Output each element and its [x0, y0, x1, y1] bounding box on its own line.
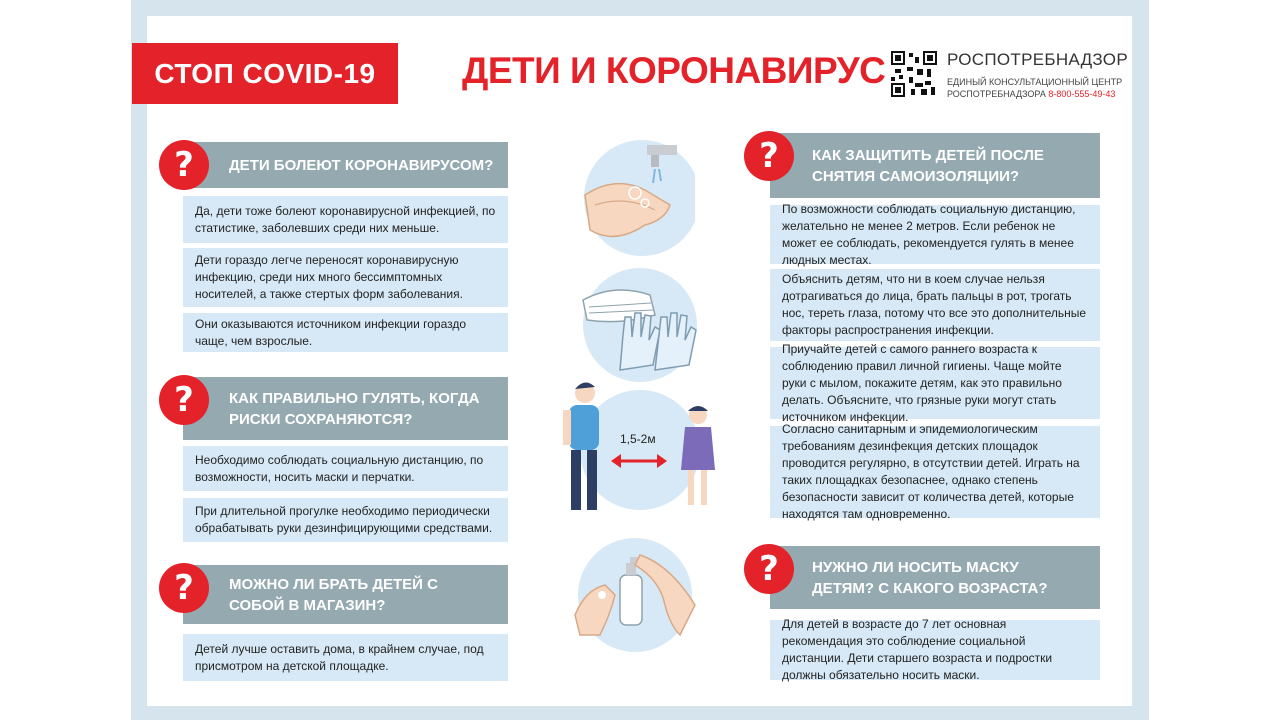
answer-box [183, 446, 508, 491]
answer-text: Детей лучше оставить дома, в крайнем случае, под присмотром на детской площадке. [195, 641, 484, 673]
answer-box [183, 313, 508, 352]
question-title: МОЖНО ЛИ БРАТЬ ДЕТЕЙ С СОБОЙ В МАГАЗИН? [229, 575, 438, 614]
question-mark-icon: ? [159, 375, 209, 425]
answer-box [183, 248, 508, 307]
answer-text: При длительной прогулке необходимо периодически обрабатывать руки дезинфицирующими средствами. [195, 504, 493, 535]
answer-text: Они оказываются источником инфекции гораздо чаще, чем взрослые. [195, 316, 467, 348]
org-subtitle [947, 76, 1122, 100]
org-line2: РОСПОТРЕБНАДЗОРА [947, 89, 1046, 99]
answer-box [770, 422, 1100, 521]
answer-box [770, 269, 1100, 341]
question-mark-icon: ? [159, 563, 209, 613]
answer-text: Согласно санитарным и эпидемиологическим требованиям дезинфекция детских площадок проводится регулярно, в отсутствии детей. Играть на таких площадках безопаснее, однако степень безопасности зависит от количества детей, которые находятся там одновременно. [782, 422, 1080, 521]
sanitizer-icon [570, 535, 700, 655]
question-title: КАК ЗАЩИТИТЬ ДЕТЕЙ ПОСЛЕ СНЯТИЯ САМОИЗОЛЯЦИИ? [812, 146, 1044, 185]
stop-covid-label: СТОП COVID-19 [154, 57, 376, 89]
answer-box [770, 341, 1100, 424]
answer-box [770, 617, 1100, 682]
org-line2-wrap [947, 88, 1122, 100]
answer-box [183, 196, 508, 243]
answer-text: Для детей в возрасте до 7 лет основная рекомендация это соблюдение социальной дистанции. Дети старшего возраста и подростки должны обязательно носить маски. [782, 617, 1053, 682]
question-header-kids-sick [183, 142, 508, 188]
distance-people-icon [555, 375, 725, 520]
question-title: НУЖНО ЛИ НОСИТЬ МАСКУ ДЕТЯМ? С КАКОГО ВОЗРАСТА? [812, 558, 1048, 597]
answer-text: Дети гораздо легче переносят коронавирусную инфекцию, среди них много бессимптомных носителей, а также стертых форм заболевания. [195, 253, 463, 301]
answer-text: Да, дети тоже болеют коронавирусной инфекцией, по статистике, заболевших среди них меньше. [195, 203, 496, 235]
distance-label: 1,5-2м [620, 432, 656, 446]
question-title: КАК ПРАВИЛЬНО ГУЛЯТЬ, КОГДА РИСКИ СОХРАНЯЮТСЯ? [229, 389, 480, 428]
answer-text: Приучайте детей с самого раннего возраста к соблюдению правил личной гигиены. Чаще мойте руки с мылом, покажите детям, как это правильно делать. Объясните, что грязные руки могут стать источником инфекции. [782, 341, 1062, 424]
stop-covid-logo [132, 43, 398, 104]
question-header-mask-age [770, 546, 1100, 609]
org-phone: 8-800-555-49-43 [1048, 89, 1116, 99]
question-header-shop [183, 565, 508, 624]
question-mark-icon: ? [744, 544, 794, 594]
question-header-protect-kids [770, 133, 1100, 198]
question-mark-icon: ? [744, 131, 794, 181]
answer-text: По возможности соблюдать социальную дистанцию, желательно не менее 2 метров. Если ребенок не может ее соблюдать, рекомендуется гулять в менее людных местах. [782, 201, 1076, 267]
question-mark-icon: ? [159, 140, 209, 190]
question-title: ДЕТИ БОЛЕЮТ КОРОНАВИРУСОМ? [229, 156, 494, 174]
org-name: РОСПОТРЕБНАДЗОР [947, 50, 1128, 69]
answer-box [183, 634, 508, 681]
answer-box [183, 498, 508, 542]
qr-code-icon [891, 51, 937, 97]
handwash-icon [575, 135, 695, 260]
answer-text: Необходимо соблюдать социальную дистанцию, по возможности, носить маски и перчатки. [195, 452, 484, 484]
question-header-how-to-walk [183, 377, 508, 440]
mask-gloves-icon [575, 265, 705, 385]
answer-box [770, 201, 1100, 267]
page-title: ДЕТИ И КОРОНАВИРУС [462, 50, 886, 91]
org-line1: ЕДИНЫЙ КОНСУЛЬТАЦИОННЫЙ ЦЕНТР [947, 77, 1123, 87]
answer-text: Объяснить детям, что ни в коем случае нельзя дотрагиваться до лица, брать пальцы в рот, трогать нос, тереть глаза, потому что все это дополнительные факторы распространения инфекции. [782, 272, 1087, 337]
